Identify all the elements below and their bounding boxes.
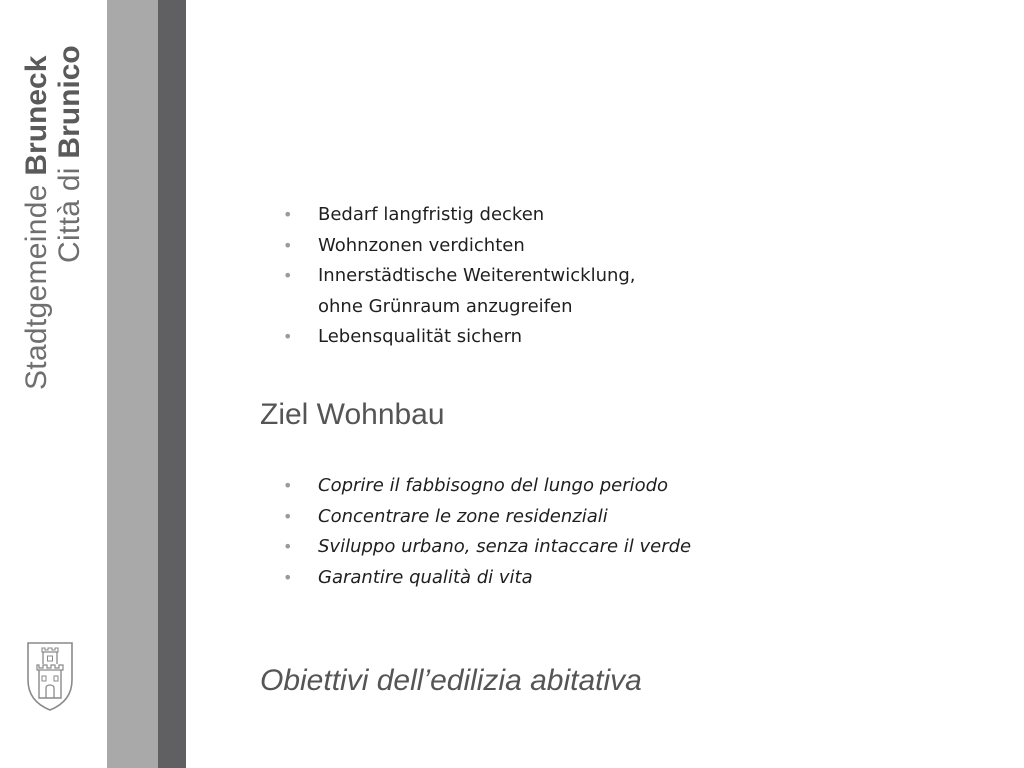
bullet-dot: •	[283, 266, 293, 285]
italian-bullet-item: • Sviluppo urbano, senza intaccare il verde	[283, 532, 691, 563]
brand-line-italian: Città di Brunico	[53, 45, 86, 263]
italian-bullet-list	[283, 471, 691, 593]
bullet-dot: •	[283, 205, 293, 224]
heading-italian: Obiettivi dell’edilizia abitativa	[260, 664, 642, 697]
german-bullet-item: • Bedarf langfristig decken	[283, 200, 636, 231]
italian-bullet-item: • Concentrare le zone residenziali	[283, 502, 691, 533]
coat-of-arms-icon	[25, 640, 75, 712]
bullet-dot: •	[283, 506, 293, 526]
sidebar-band-light	[107, 0, 158, 768]
bullet-dot: •	[283, 567, 293, 587]
german-bullet-list	[283, 200, 636, 353]
german-bullet-item: • Wohnzonen verdichten	[283, 231, 636, 262]
bullet-dot: •	[283, 327, 293, 346]
brand-line-german: Stadtgemeinde Bruneck	[20, 55, 53, 390]
bullet-dot: •	[283, 537, 293, 556]
bullet-dot: •	[283, 476, 293, 495]
municipality-brand	[20, 10, 90, 390]
italian-bullet-item: • Garantire qualità di vita	[283, 563, 691, 594]
german-bullet-item: • Lebensqualität sichern	[283, 322, 636, 353]
bullet-dot: •	[283, 235, 293, 255]
german-bullet-item: • Innerstädtische Weiterentwicklung, ohne Grünraum anzugreifen	[283, 261, 636, 322]
sidebar-band-dark	[158, 0, 186, 768]
italian-bullet-item: • Coprire il fabbisogno del lungo periodo	[283, 471, 691, 502]
heading-german: Ziel Wohnbau	[260, 398, 445, 431]
